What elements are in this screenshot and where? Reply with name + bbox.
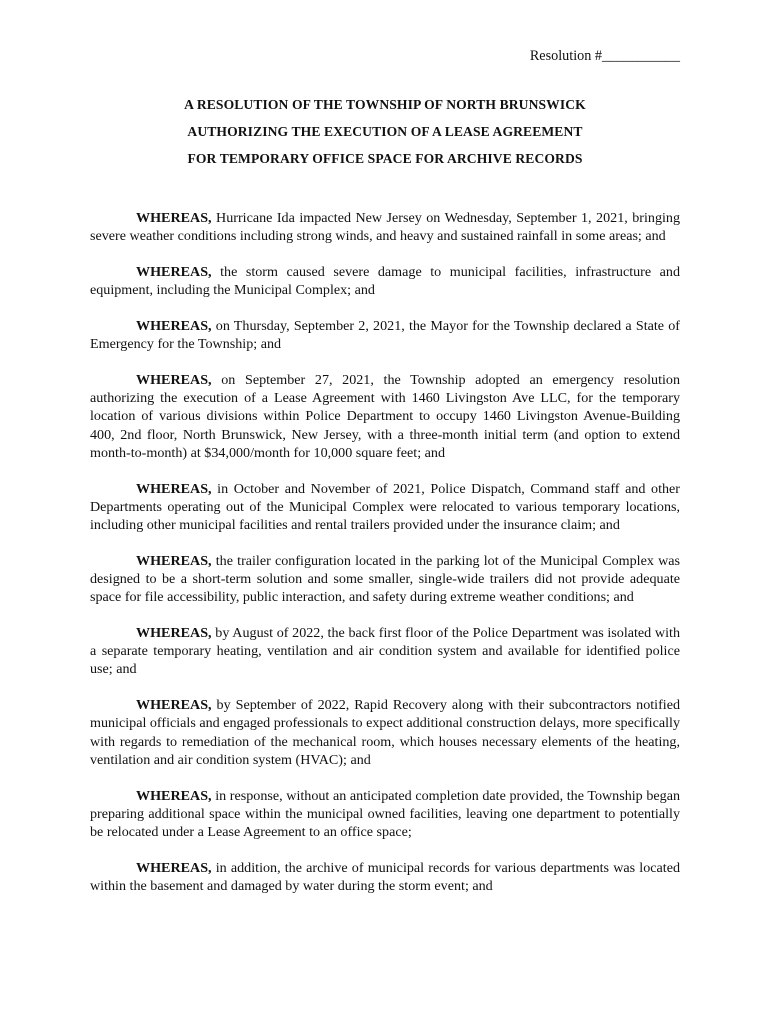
whereas-lead: WHEREAS,	[136, 697, 212, 714]
whereas-paragraph-1	[90, 209, 680, 245]
paragraph-text: in response, without an anticipated completion date provided, the Township began preparing additional space within the municipal owned facilities, leaving one department to potentially be relocated under a Lease Agreement to an office space;	[90, 787, 680, 841]
whereas-lead: WHEREAS,	[136, 787, 212, 804]
paragraph-text: by September of 2022, Rapid Recovery along with their subcontractors notified municipal officials and engaged professionals to expect additional construction delays, more specifically with regards to remediation of the mechanical room, which houses necessary elements of the heating, ventilation and air condition system (HVAC); and	[90, 697, 680, 768]
whereas-lead: WHEREAS,	[136, 318, 212, 334]
resolution-number-label: Resolution #___________	[529, 48, 680, 64]
paragraph-text: Hurricane Ida impacted New Jersey on Wednesday, September 1, 2021, bringing severe weather conditions including strong winds, and heavy and sustained rainfall in some areas; and	[90, 210, 680, 245]
paragraph-text: on September 27, 2021, the Township adopted an emergency resolution authorizing the execution of a Lease Agreement with 1460 Livingston Ave LLC, for the temporary location of various divisions within Police Department to occupy 1460 Livingston Avenue-Building 400, 2nd floor, North Brunswick, New Jersey, with a three-month initial term (and option to extend month-to-month) at $34,000/month for 10,000 square feet; and	[90, 372, 680, 461]
whereas-paragraph-7	[90, 624, 680, 679]
whereas-paragraph-9	[90, 787, 680, 842]
whereas-paragraph-10	[90, 859, 680, 895]
paragraph-text: in addition, the archive of municipal records for various departments was located within the basement and damaged by water during the storm event; and	[90, 859, 680, 895]
whereas-paragraph-2	[90, 263, 680, 299]
title-line-2: AUTHORIZING THE EXECUTION OF A LEASE AGREEMENT	[187, 124, 583, 139]
whereas-paragraph-8	[90, 696, 680, 769]
paragraph-text: the trailer configuration located in the parking lot of the Municipal Complex was designed to be a short-term solution and some smaller, single-wide trailers did not provide adequate space for file accessibility, public interaction, and safety during extreme weather conditions; and	[90, 552, 680, 606]
title-line-3: FOR TEMPORARY OFFICE SPACE FOR ARCHIVE RECORDS	[187, 151, 583, 166]
whereas-lead: WHEREAS,	[136, 480, 212, 497]
resolution-title	[90, 91, 680, 172]
paragraph-text: by August of 2022, the back first floor of the Police Department was isolated with a separate temporary heating, ventilation and air condition system and available for identified police use; and	[90, 625, 680, 678]
whereas-lead: WHEREAS,	[136, 859, 212, 876]
title-line-1: A RESOLUTION OF THE TOWNSHIP OF NORTH BRUNSWICK	[184, 97, 586, 112]
paragraph-text: the storm caused severe damage to municipal facilities, infrastructure and equipment, including the Municipal Complex; and	[90, 264, 680, 299]
whereas-lead: WHEREAS,	[136, 264, 212, 280]
paragraph-text: on Thursday, September 2, 2021, the Mayor for the Township declared a State of Emergency for the Township; and	[90, 318, 680, 353]
resolution-body	[90, 209, 680, 913]
whereas-lead: WHEREAS,	[136, 372, 212, 388]
whereas-lead: WHEREAS,	[136, 625, 212, 642]
whereas-paragraph-6	[90, 552, 680, 607]
whereas-paragraph-3	[90, 317, 680, 353]
whereas-paragraph-5	[90, 480, 680, 535]
whereas-paragraph-4	[90, 371, 680, 462]
whereas-lead: WHEREAS,	[136, 552, 212, 569]
whereas-lead: WHEREAS,	[136, 210, 212, 226]
paragraph-text: in October and November of 2021, Police Dispatch, Command staff and other Departments operating out of the Municipal Complex were relocated to various temporary locations, including other municipal facilities and rental trailers provided under the insurance claim; and	[90, 480, 680, 534]
